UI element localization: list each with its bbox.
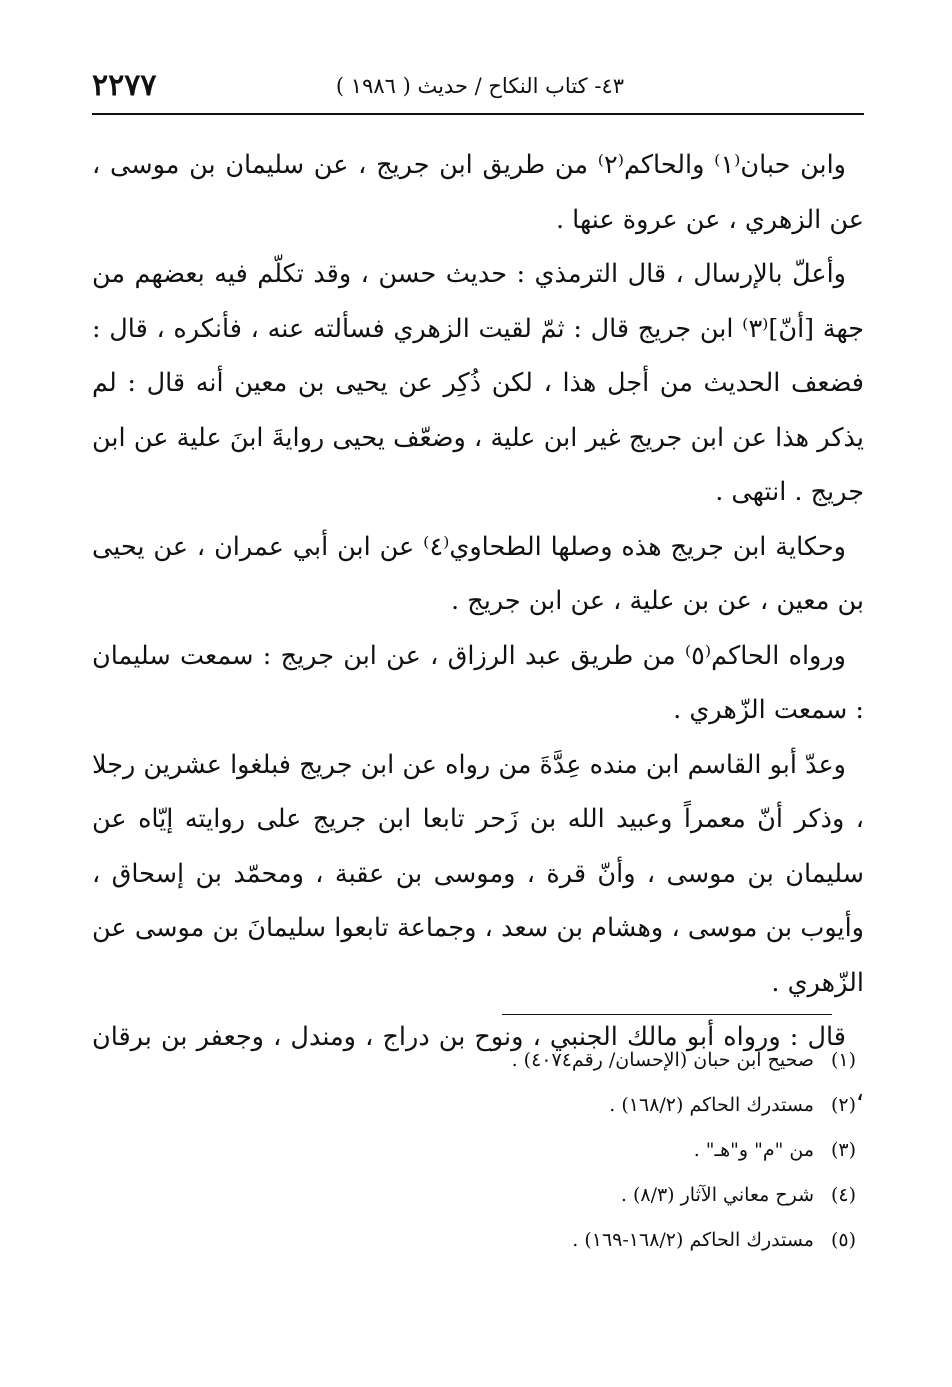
paragraph: وابن حبان⁽١⁾ والحاكم⁽٢⁾ من طريق ابن جريج ، عن سليمان بن موسى ، عن الزهري ، عن عروة عنها . (92, 150, 864, 235)
footnote-text: شرح معاني الآثار (٨/٣) . (620, 1184, 814, 1206)
paragraph: قال : ورواه أبو مالك الجنبي ، ونوح بن دراج ، ومندل ، وجعفر بن برقان ، (92, 1022, 864, 1107)
page-header (92, 62, 864, 110)
footnote-item (156, 1083, 856, 1128)
running-title: ٤٣- كتاب النكاح / حديث ( ١٩٨٦ ) (335, 74, 624, 98)
page-number: ٢٢٧٧ (92, 68, 157, 103)
paragraph: وحكاية ابن جريج هذه وصلها الطحاوي⁽٤⁾ عن ابن أبي عمران ، عن يحيى بن معين ، عن بن علية ، عن ابن جريج . (92, 531, 864, 616)
footnote-number: (١) (830, 1049, 856, 1071)
main-text (92, 138, 864, 1119)
footnote-item (156, 1128, 856, 1173)
footnote-item (156, 1173, 856, 1218)
footnote-text: صحيح ابن حبان (الإحسان/ رقم٤٠٧٤) . (511, 1049, 814, 1071)
footnote-separator (502, 1014, 832, 1015)
footnote-number: (٥) (830, 1229, 856, 1251)
footnote-item (156, 1218, 856, 1263)
footnote-number: (٤) (830, 1184, 856, 1206)
footnote-text: من "م" و"هـ" . (693, 1139, 814, 1161)
footnote-number: (٢) (830, 1094, 856, 1116)
footnote-item (156, 1038, 856, 1083)
header-rule (92, 113, 864, 115)
footnote-number: (٣) (830, 1139, 856, 1161)
footnote-text: مستدرك الحاكم (١٦٨/٢-١٦٩) . (572, 1229, 814, 1251)
paragraph: ورواه الحاكم⁽٥⁾ من طريق عبد الرزاق ، عن ابن جريج : سمعت سليمان : سمعت الزّهري . (92, 640, 864, 725)
footnotes (156, 1038, 856, 1263)
footnote-text: مستدرك الحاكم (١٦٨/٢) . (609, 1094, 814, 1116)
paragraph: وعدّ أبو القاسم ابن منده عِدَّةَ من رواه عن ابن جريج فبلغوا عشرين رجلا ، وذكر أنّ معمراً وعبيد الله بن زَحر تابعا ابن جريج على روايته إيّاه عن سليمان بن موسى ، وأنّ قرة ، وموسى بن عقبة ، ومحمّد بن إسحاق ، وأيوب بن موسى ، وهشام بن سعد ، وجماعة تابعوا سليمانَ بن موسى عن الزّهري . (92, 749, 864, 998)
paragraph: وأعلّ بالإرسال ، قال الترمذي : حديث حسن ، وقد تكلّم فيه بعضهم من جهة [أنّ]⁽٣⁾ ابن جريج قال : ثمّ لقيت الزهري فسألته عنه ، فأنكره ، قال : فضعف الحديث من أجل هذا ، لكن ذُكِر عن يحيى بن معين أنه قال : لم يذكر هذا عن ابن جريج غير ابن علية ، وضعّف يحيى روايةَ ابنَ علية عن ابن جريج . انتهى . (92, 259, 864, 507)
